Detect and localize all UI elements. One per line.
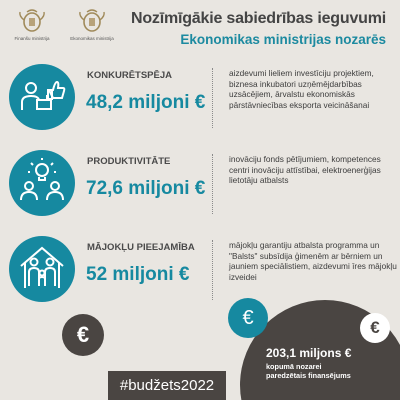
economics-ministry-logo	[70, 8, 114, 41]
coat-of-arms-icon	[77, 8, 107, 34]
euro-coin-icon: €	[360, 313, 390, 343]
logo-label: Ekonomikas ministrija	[70, 36, 114, 41]
category-label: KONKURĒTSPĒJA	[87, 70, 172, 81]
category-description: mājokļu garantiju atbalsta programma un "Balsts" subsīdija ģimenēm ar bērniem un jauniem speciālistiem, aizdevumi īres mājokļu izveidei	[229, 240, 397, 282]
divider	[212, 68, 213, 128]
category-amount: 72,6 miljoni €	[86, 178, 206, 199]
logos	[10, 8, 114, 41]
category-amount: 52 miljoni €	[86, 264, 190, 285]
category-row-productivity	[0, 148, 400, 228]
page-subtitle: Ekonomikas ministrijas nozarēs	[180, 32, 386, 47]
hashtag: #budžets2022	[108, 371, 226, 400]
category-row-competitiveness	[0, 62, 400, 142]
page-title: Nozīmīgākie sabiedrības ieguvumi	[130, 10, 386, 27]
total-caption: kopumā nozarei	[266, 362, 322, 371]
category-description: aizdevumi lieliem investīciju projektiem, biznesa inkubatori uzņēmējdarbības uzsācējiem, ārvalstu ekonomiskās pārstāvniecības eksporta veicināšanai	[229, 68, 374, 110]
finance-ministry-logo	[10, 8, 54, 41]
coat-of-arms-icon	[17, 8, 47, 34]
category-amount: 48,2 miljoni €	[86, 92, 206, 113]
divider	[212, 154, 213, 214]
people-thumbs-up-icon	[9, 64, 75, 130]
euro-coin-icon: €	[62, 314, 104, 356]
total-amount: 203,1 miljons €	[266, 346, 352, 360]
divider	[212, 240, 213, 300]
total-caption: paredzētais finansējums	[266, 371, 351, 380]
euro-coin-icon: €	[228, 298, 268, 338]
category-description: inovāciju fonds pētījumiem, kompetences centri inovāciju attīstībai, elektroenerģijas lietotāju atbalsts	[229, 154, 381, 186]
family-house-icon	[9, 236, 75, 302]
category-label: PRODUKTIVITĀTE	[87, 156, 171, 167]
people-lightbulb-icon	[9, 150, 75, 216]
logo-label: Finanšu ministrija	[14, 36, 50, 41]
category-label: MĀJOKĻU PIEEJAMĪBA	[87, 242, 195, 253]
